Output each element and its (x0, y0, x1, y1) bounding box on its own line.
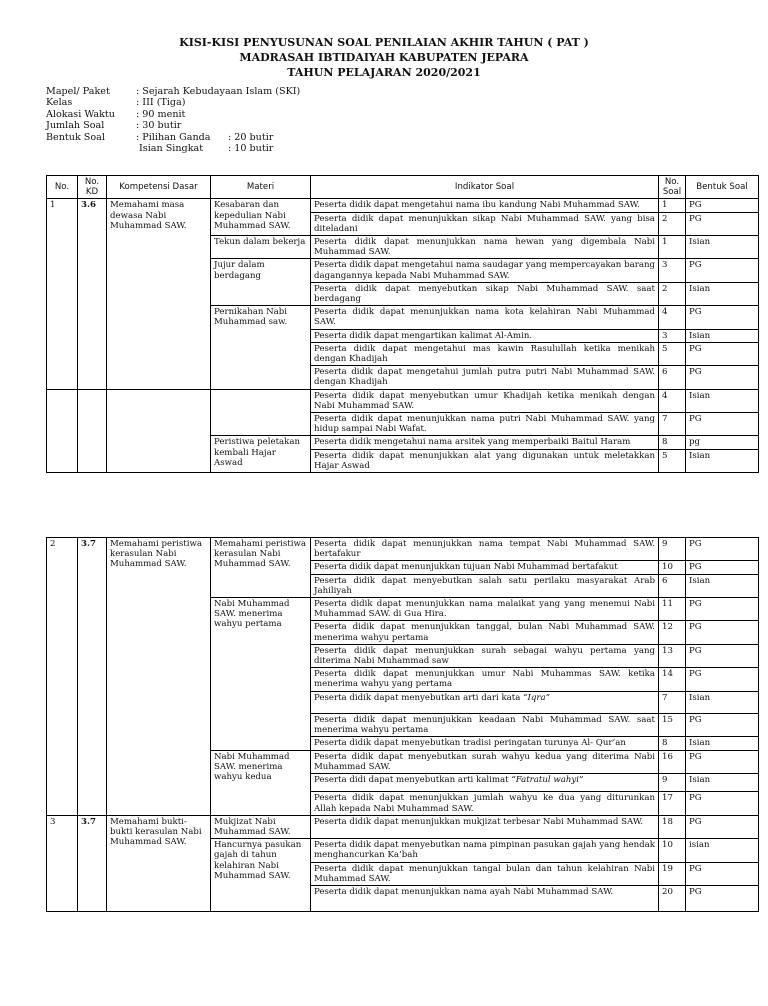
header-kd: Kompetensi Dasar (107, 176, 211, 199)
cell-nosoal: 20 (659, 886, 686, 912)
cell-nosoal: 4 (659, 389, 686, 412)
cell-indikator: Peserta didik dapat mengetahui nama ibu kandung Nabi Muhammad SAW. (311, 199, 659, 212)
cell-nosoal: 16 (659, 751, 686, 774)
cell-bentuk: PG (686, 751, 759, 774)
kisi-table-1 (46, 175, 759, 473)
cell-nosoal: 18 (659, 815, 686, 838)
cell-bentuk: PG (686, 862, 759, 885)
cell-indikator: Peserta didik dapat mengartikan kalimat Al-Amin. (311, 329, 659, 342)
cell-bentuk: PG (686, 199, 759, 212)
header-no: No. (47, 176, 78, 199)
cell-indikator: Peserta didik dapat menunjukkan jumlah wahyu ke dua yang diturunkan Allah kepada Nabi Muhammad SAW. (311, 792, 659, 815)
cell-indikator: Peserta didik dapat menyebutkan sikap Nabi Muhammad SAW. saat berdagang (311, 282, 659, 305)
cell-nosoal: 12 (659, 621, 686, 644)
cell-nosoal: 10 (659, 561, 686, 574)
meta-label: Jumlah Soal (46, 120, 105, 132)
cell-kd-no: 3.6 (78, 199, 107, 389)
cell-bentuk: Isian (686, 691, 759, 713)
cell-nosoal: 8 (659, 737, 686, 751)
cell-indikator: Peserta didik dapat menunjukkan nama tempat Nabi Muhammad SAW. bertafakur (311, 538, 659, 561)
cell-kd-no: 3.7 (78, 815, 107, 911)
cell-bentuk: PG (686, 621, 759, 644)
header-nosoal: No. Soal (659, 176, 686, 199)
cell-indikator: Peserta didik dapat menunjukkan tujuan Nabi Muhammad bertafakut (311, 561, 659, 574)
cell-indikator: Peserta didik dapat menunjukkan mukjizat terbesar Nabi Muhammad SAW. (311, 815, 659, 838)
cell-nosoal: 2 (659, 212, 686, 235)
cell-bentuk: PG (686, 713, 759, 736)
cell-nosoal: 6 (659, 574, 686, 597)
cell-bentuk: PG (686, 366, 759, 389)
cell-kd-no-empty (78, 389, 107, 472)
meta-label: Alokasi Waktu (46, 108, 115, 120)
meta-value: : Pilihan Ganda (136, 131, 211, 143)
cell-nosoal: 8 (659, 436, 686, 449)
cell-nosoal: 2 (659, 282, 686, 305)
cell-bentuk: Isian (686, 774, 759, 792)
meta-label: Mapel/ Paket (46, 86, 110, 97)
cell-materi: Nabi Muhammad SAW. menerima wahyu pertama (211, 598, 311, 751)
cell-nosoal: 7 (659, 691, 686, 713)
cell-no: 1 (47, 199, 78, 389)
cell-bentuk: Isian (686, 737, 759, 751)
cell-nosoal: 1 (659, 199, 686, 212)
cell-materi: Pernikahan Nabi Muhammad saw. (211, 306, 311, 389)
cell-kd: Memahami peristiwa kerasulan Nabi Muhammad SAW. (107, 538, 211, 816)
cell-bentuk: PG (686, 668, 759, 691)
cell-indikator: Peserta didik mengetahui nama arsitek yang memperbaiki Baitul Haram (311, 436, 659, 449)
meta-value: : 30 butir (136, 120, 182, 132)
meta-label: Bentuk Soal (46, 131, 105, 143)
cell-indikator: Peserta didik dapat menunjukkan surah sebagai wahyu pertama yang diterima Nabi Muhammad saw (311, 644, 659, 667)
cell-indikator (311, 774, 659, 792)
cell-bentuk: Isian (686, 389, 759, 412)
cell-indikator: Peserta didik dapat menyebutkan nama pimpinan pasukan gajah yang hendak menghancurkan Ka’bah (311, 839, 659, 862)
meta-value: : III (Tiga) (136, 97, 186, 109)
cell-nosoal: 5 (659, 449, 686, 472)
cell-bentuk: pg (686, 436, 759, 449)
cell-nosoal: 6 (659, 366, 686, 389)
meta-value: Isian Singkat (139, 143, 204, 155)
cell-indikator: Peserta didik dapat menunjukkan nama kota kelahiran Nabi Muhammad SAW. (311, 306, 659, 329)
cell-indikator: Peserta didik dapat menyebutkan surah wahyu kedua yang diterima Nabi Muhammad SAW. (311, 751, 659, 774)
cell-nosoal: 11 (659, 598, 686, 621)
indikator-term: “Fatratul wahyi” (511, 775, 584, 786)
cell-nosoal: 10 (659, 839, 686, 862)
cell-nosoal: 19 (659, 862, 686, 885)
cell-nosoal: 9 (659, 774, 686, 792)
cell-nosoal: 5 (659, 342, 686, 365)
meta-block (46, 86, 300, 154)
cell-materi-empty (211, 389, 311, 436)
cell-bentuk: PG (686, 212, 759, 235)
cell-bentuk: Isian (686, 574, 759, 597)
cell-materi: Kesabaran dan kepedulian Nabi Muhammad SAW. (211, 199, 311, 236)
cell-indikator: Peserta didik dapat menunjukkan nama putri Nabi Muhammad SAW. yang hidup sampai Nabi Wafat. (311, 413, 659, 436)
indikator-text: Peserta didi dapat menyebutkan arti kalimat (314, 775, 512, 786)
cell-nosoal: 3 (659, 329, 686, 342)
doc-title-line1: KISI-KISI PENYUSUNAN SOAL PENILAIAN AKHIR TAHUN ( PAT ) (179, 36, 589, 49)
cell-nosoal: 3 (659, 259, 686, 282)
cell-bentuk: PG (686, 413, 759, 436)
cell-indikator: Peserta didik dapat menyebutkan salah satu perilaku masyarakat Arab Jahiliyah (311, 574, 659, 597)
cell-kd-no: 3.7 (78, 538, 107, 816)
cell-bentuk: isian (686, 839, 759, 862)
cell-bentuk: Isian (686, 449, 759, 472)
header-bentuk: Bentuk Soal (686, 176, 759, 199)
meta-value: : 10 butir (228, 143, 274, 155)
cell-indikator: Peserta didik dapat menunjukkan nama hewan yang digembala Nabi Muhammad SAW. (311, 236, 659, 259)
doc-title-line2: MADRASAH IBTIDAIYAH KABUPATEN JEPARA (239, 51, 529, 64)
cell-bentuk: PG (686, 644, 759, 667)
cell-indikator: Peserta didik dapat menunjukkan nama ayah Nabi Muhammad SAW. (311, 886, 659, 912)
cell-bentuk: PG (686, 815, 759, 838)
doc-title-line3: TAHUN PELAJARAN 2020/2021 (287, 66, 481, 79)
cell-bentuk: PG (686, 342, 759, 365)
cell-nosoal: 4 (659, 306, 686, 329)
header-indikator: Indikator Soal (311, 176, 659, 199)
cell-bentuk: PG (686, 792, 759, 815)
cell-bentuk: PG (686, 886, 759, 912)
cell-nosoal: 1 (659, 236, 686, 259)
cell-kd: Memahami bukti-bukti kerasulan Nabi Muhammad SAW. (107, 815, 211, 911)
cell-bentuk: PG (686, 561, 759, 574)
cell-nosoal: 15 (659, 713, 686, 736)
meta-value: : Sejarah Kebudayaan Islam (SKI) (136, 86, 301, 97)
cell-indikator: Peserta didik dapat menunjukkan alat yang digunakan untuk meletakkan Hajar Aswad (311, 449, 659, 472)
cell-materi: Nabi Muhammad SAW. menerima wahyu kedua (211, 751, 311, 816)
cell-nosoal: 14 (659, 668, 686, 691)
header-nokd: No. KD (78, 176, 107, 199)
cell-materi: Mukjizat Nabi Muhammad SAW. (211, 815, 311, 838)
cell-no: 2 (47, 538, 78, 816)
cell-bentuk: Isian (686, 236, 759, 259)
cell-nosoal: 7 (659, 413, 686, 436)
cell-nosoal: 13 (659, 644, 686, 667)
cell-indikator: Peserta didik dapat menunjukkan keadaan Nabi Muhammad SAW. saat menerima wahyu pertama (311, 713, 659, 736)
cell-nosoal: 17 (659, 792, 686, 815)
indikator-term: “Iqra” (523, 692, 551, 703)
cell-nosoal: 9 (659, 538, 686, 561)
cell-no-empty (47, 389, 78, 472)
cell-indikator: Peserta didik dapat menunjukkan sikap Nabi Muhammad SAW. yang bisa diteladani (311, 212, 659, 235)
cell-indikator: Peserta didik dapat menyebutkan umur Khadijah ketika menikah dengan Nabi Muhammad SAW. (311, 389, 659, 412)
meta-value: : 20 butir (228, 131, 274, 143)
cell-bentuk: PG (686, 598, 759, 621)
header-materi: Materi (211, 176, 311, 199)
cell-indikator: Peserta didik dapat mengetahui nama saudagar yang mempercayakan barang dagangannya kepada Nabi Muhammad SAW. (311, 259, 659, 282)
meta-label: Kelas (46, 97, 73, 109)
cell-materi: Hancurnya pasukan gajah di tahun kelahiran Nabi Muhammad SAW. (211, 839, 311, 912)
cell-bentuk: Isian (686, 282, 759, 305)
cell-indikator: Peserta didik dapat mengetahui mas kawin Rasulullah ketika menikah dengan Khadijah (311, 342, 659, 365)
cell-no: 3 (47, 815, 78, 911)
cell-indikator: Peserta didik dapat menunjukkan umur Nabi Muhammas SAW. ketika menerima wahyu yang pertama (311, 668, 659, 691)
meta-value: : 90 menit (136, 108, 186, 120)
cell-bentuk: Isian (686, 329, 759, 342)
cell-indikator: Peserta didik dapat mengetahui jumlah putra putri Nabi Muhammad SAW. dengan Khadijah (311, 366, 659, 389)
indikator-text: Peserta didik dapat menyebutkan arti dari kata (314, 692, 524, 703)
cell-materi: Tekun dalam bekerja (211, 236, 311, 259)
cell-bentuk: PG (686, 259, 759, 282)
cell-materi: Peristiwa peletakan kembali Hajar Aswad (211, 436, 311, 473)
cell-indikator: Peserta didik dapat menyebutkan tradisi peringatan turunya Al- Qur’an (311, 737, 659, 751)
cell-bentuk: PG (686, 306, 759, 329)
cell-indikator: Peserta didik dapat menunjukkan tangal bulan dan tahun kelahiran Nabi Muhammad SAW. (311, 862, 659, 885)
cell-kd: Memahami masa dewasa Nabi Muhammad SAW. (107, 199, 211, 389)
cell-indikator: Peserta didik dapat menunjukkan nama malaikat yang yang menemui Nabi Muhammad SAW. di Gua Hira. (311, 598, 659, 621)
cell-bentuk: PG (686, 538, 759, 561)
cell-indikator: Peserta didik dapat menunjukkan tanggal, bulan Nabi Muhammad SAW. menerima wahyu pertama (311, 621, 659, 644)
cell-indikator (311, 691, 659, 713)
cell-kd-empty (107, 389, 211, 472)
kisi-table-2 (46, 537, 759, 912)
cell-materi: Jujur dalam berdagang (211, 259, 311, 306)
cell-materi: Memahami peristiwa kerasulan Nabi Muhammad SAW. (211, 538, 311, 598)
